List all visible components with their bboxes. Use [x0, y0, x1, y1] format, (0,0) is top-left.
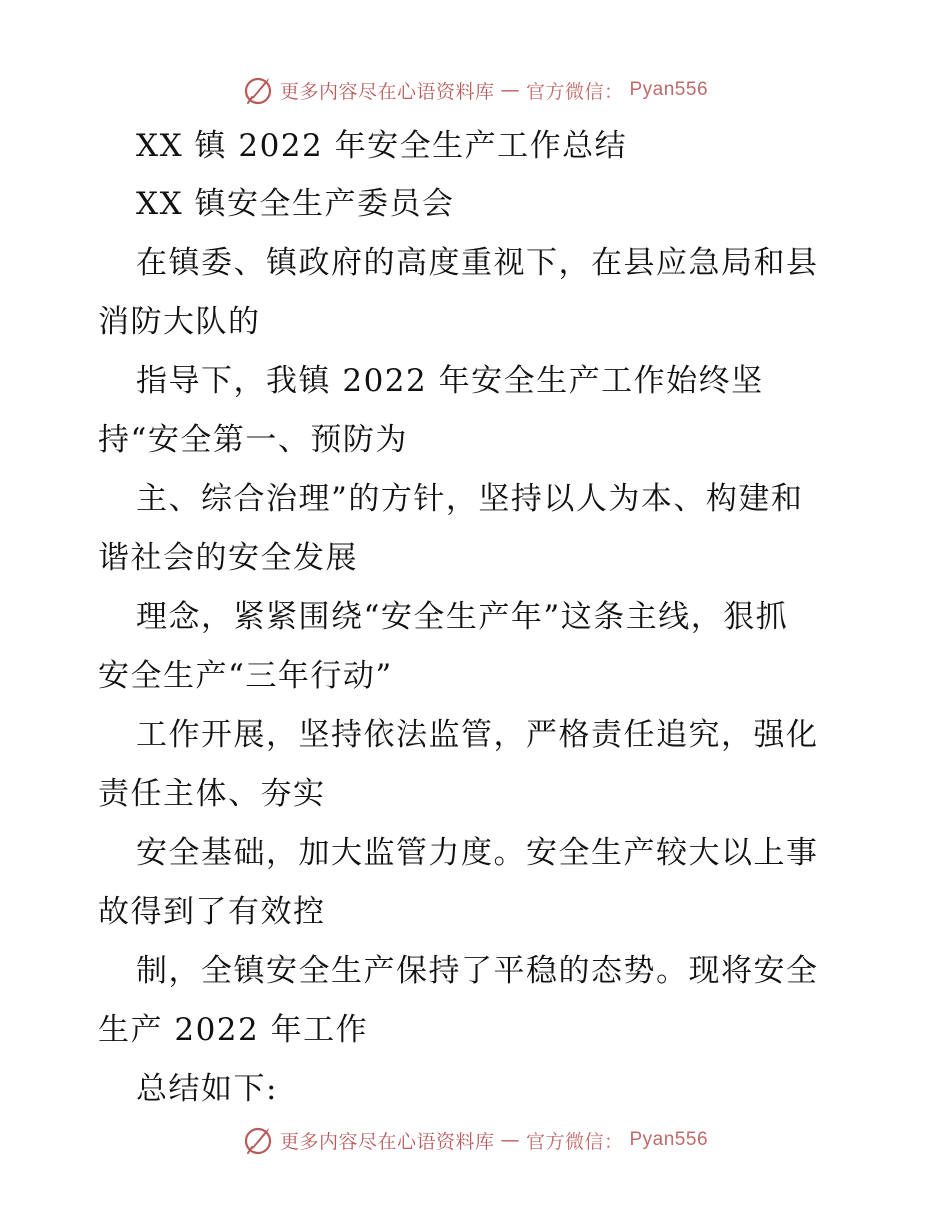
paragraph-line: 总结如下:: [136, 1071, 278, 1107]
paragraph-line: 指导下，我镇 2022 年安全生产工作始终坚: [136, 363, 764, 399]
paragraph-line: 制，全镇安全生产保持了平稳的态势。现将安全: [136, 953, 819, 989]
header-watermark: [0, 70, 950, 110]
footer-watermark: [0, 1120, 950, 1160]
paragraph-line: 在镇委、镇政府的高度重视下，在县应急局和县: [136, 245, 819, 281]
paragraph-line: 安全基础，加大监管力度。安全生产较大以上事: [136, 835, 819, 871]
document-author: XX 镇安全生产委员会: [136, 186, 455, 222]
paragraph-line: 主、综合治理”的方针，坚持以人为本、构建和: [136, 481, 804, 517]
watermark-official-label: 官方微信：: [525, 1130, 624, 1153]
watermark-wechat-id: Pyan556: [629, 1129, 709, 1150]
watermark-main-text: 更多内容尽在心语资料库: [279, 1130, 495, 1153]
paragraph-line: 责任主体、夯实: [98, 776, 326, 812]
document-title: XX 镇 2022 年安全生产工作总结: [136, 128, 628, 164]
paragraph-line: 工作开展，坚持依法监管，严格责任追究，强化: [136, 717, 819, 753]
paragraph-line: 谐社会的安全发展: [98, 540, 358, 576]
paragraph-line: 安全生产“三年行动”: [98, 658, 393, 694]
paragraph-line: 消防大队的: [98, 304, 261, 340]
watermark-separator: —: [500, 1129, 520, 1151]
watermark-main-text: 更多内容尽在心语资料库: [279, 80, 495, 103]
quill-seal-icon: [242, 1124, 274, 1156]
watermark-official-label: 官方微信：: [525, 80, 624, 103]
paragraph-line: 理念，紧紧围绕“安全生产年”这条主线，狠抓: [136, 599, 789, 635]
paragraph-line: 故得到了有效控: [98, 894, 326, 930]
paragraph-line: 持“安全第一、预防为: [98, 422, 408, 458]
watermark-separator: —: [500, 79, 520, 101]
watermark-wechat-id: Pyan556: [629, 79, 709, 100]
paragraph-line: 生产 2022 年工作: [98, 1012, 369, 1048]
quill-seal-icon: [242, 74, 274, 106]
